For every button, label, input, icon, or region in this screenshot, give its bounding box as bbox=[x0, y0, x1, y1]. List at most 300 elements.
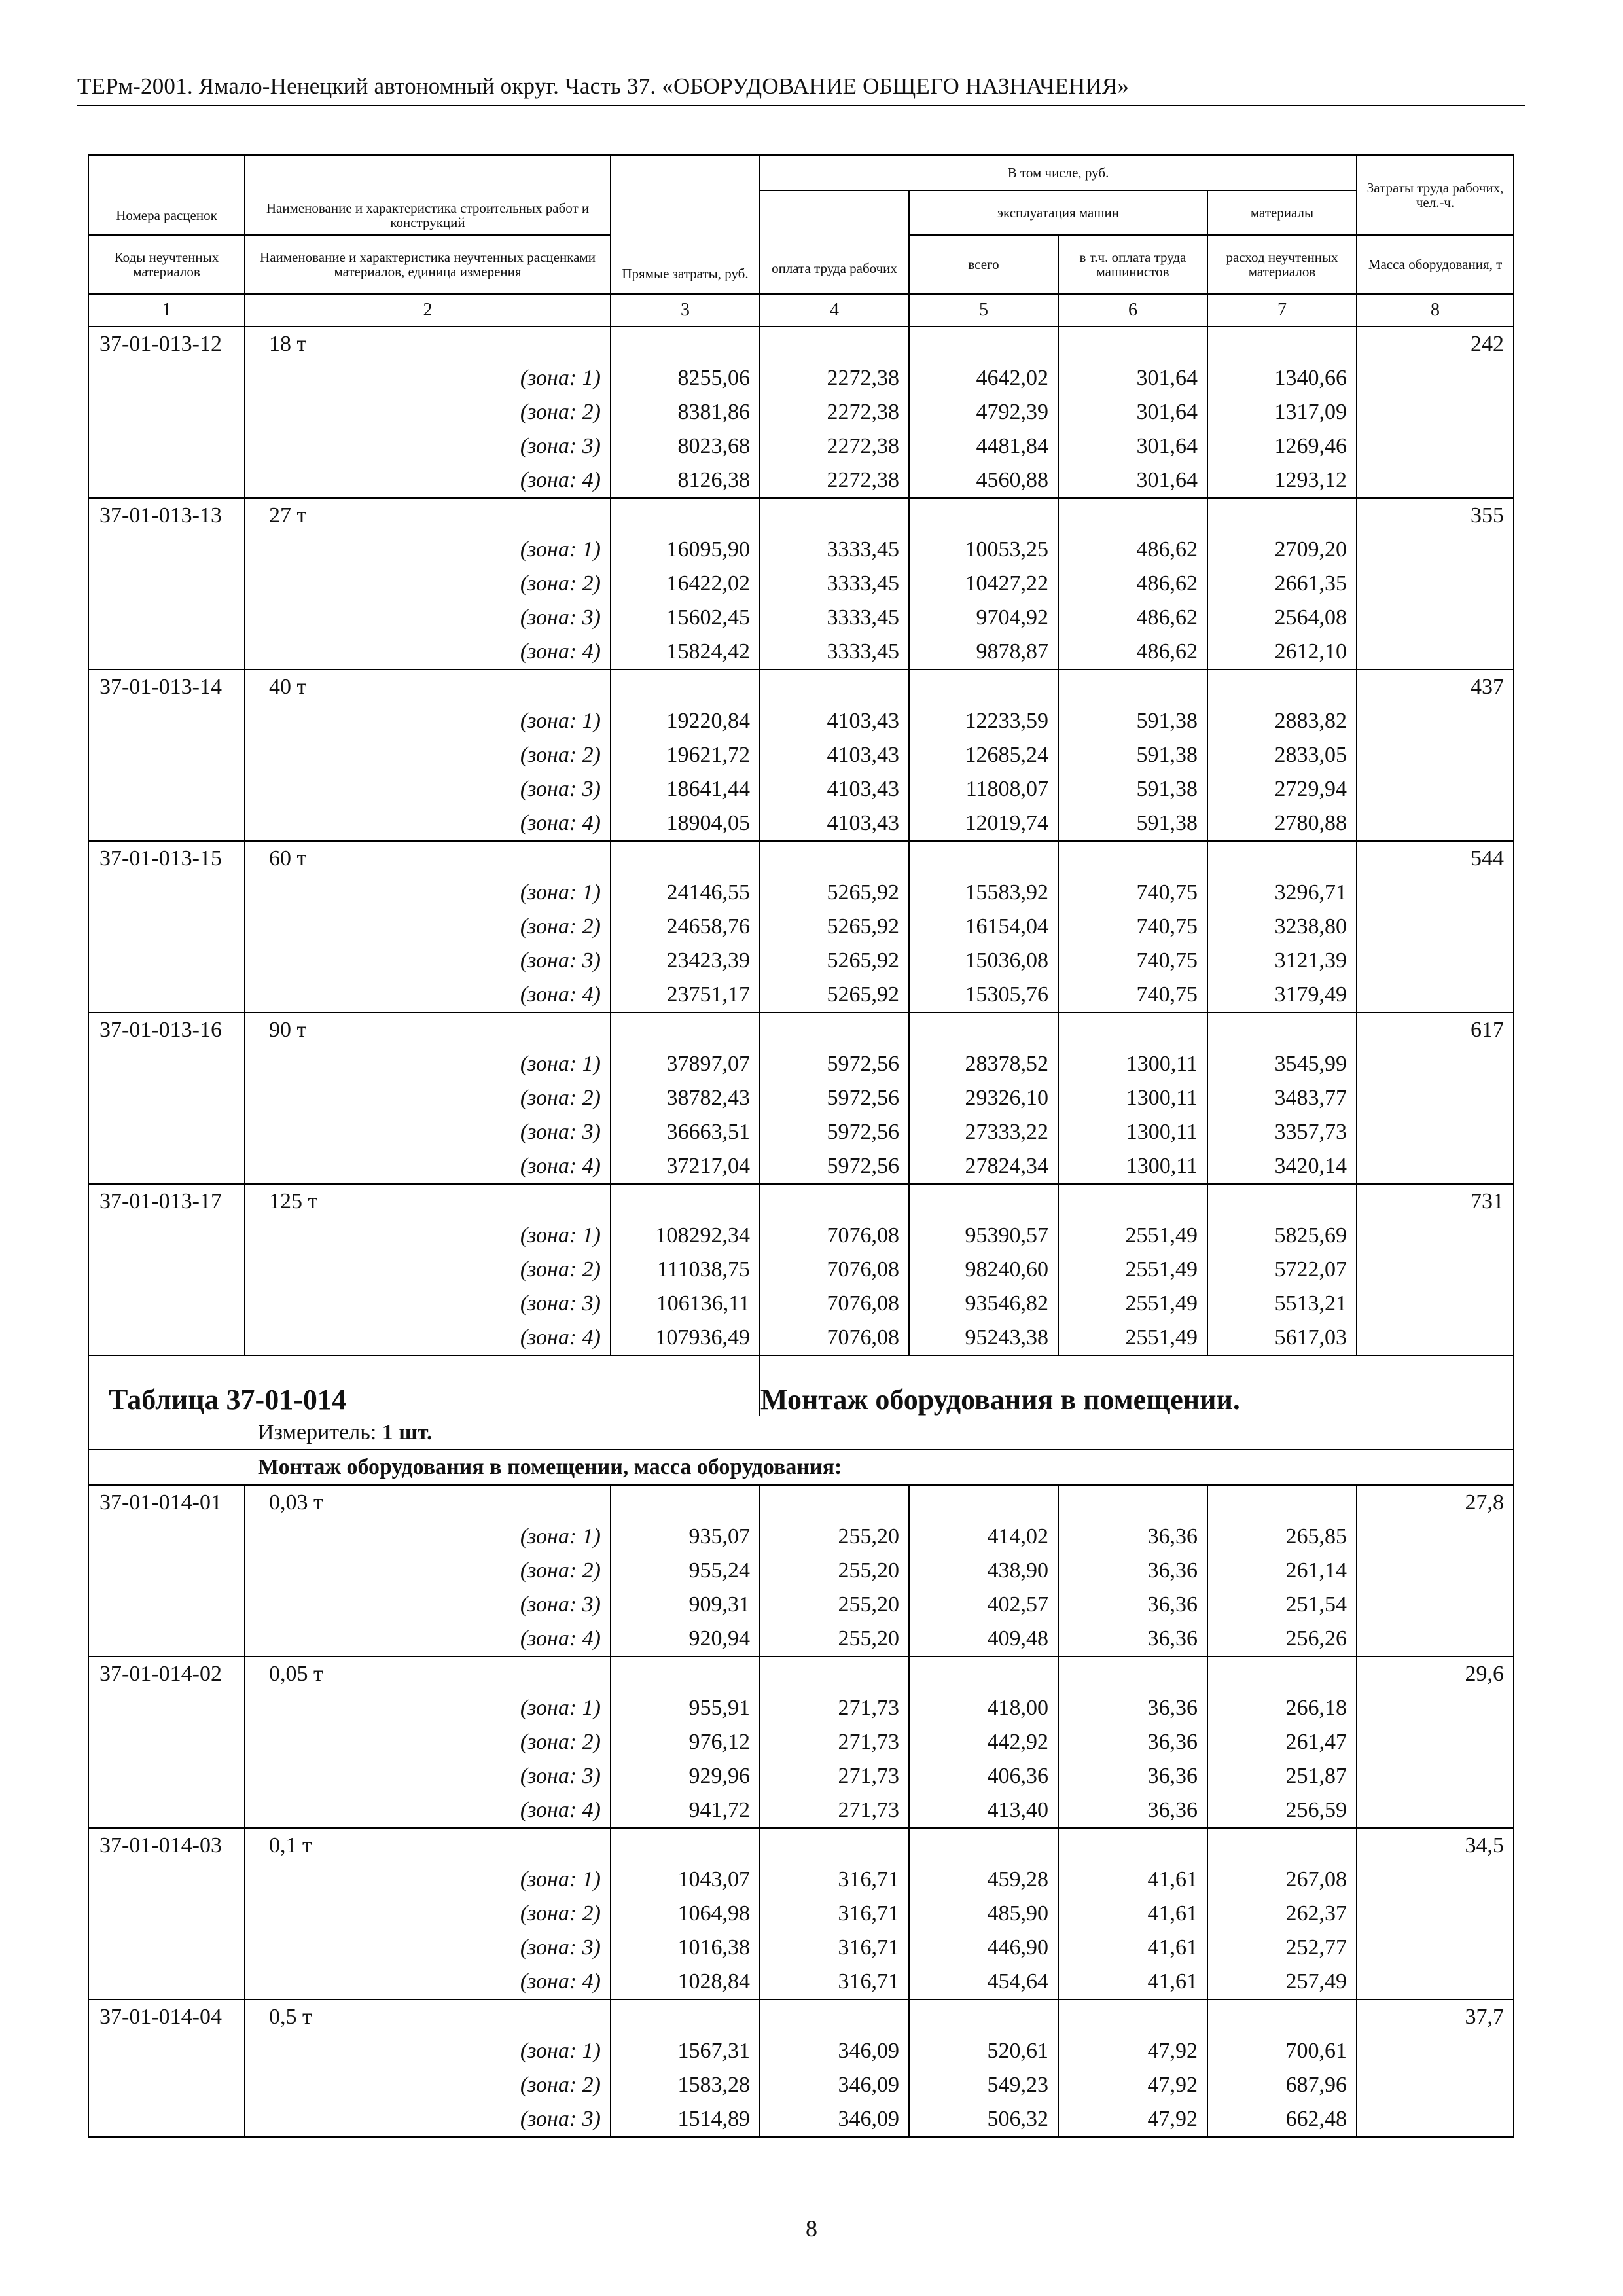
machinists-wages: 301,64 bbox=[1058, 429, 1207, 463]
direct-costs: 955,24 bbox=[611, 1554, 760, 1588]
page-number: 8 bbox=[806, 2215, 817, 2242]
zone-row bbox=[88, 601, 1514, 635]
empty-cell bbox=[88, 1321, 245, 1355]
empty-cell bbox=[760, 1485, 909, 1520]
machinists-wages: 36,36 bbox=[1058, 1759, 1207, 1793]
machines-total: 4481,84 bbox=[909, 429, 1058, 463]
machinists-wages: 740,75 bbox=[1058, 944, 1207, 978]
machinists-wages: 47,92 bbox=[1058, 2102, 1207, 2137]
machinists-wages: 41,61 bbox=[1058, 1965, 1207, 2000]
zone-row bbox=[88, 1863, 1514, 1897]
materials-costs: 252,77 bbox=[1207, 1931, 1357, 1965]
table-description-row bbox=[88, 1450, 1514, 1485]
rate-code: 37-01-013-12 bbox=[88, 327, 245, 361]
zone-row bbox=[88, 1554, 1514, 1588]
header-unaccounted-materials: расход неучтенных материалов bbox=[1207, 235, 1357, 294]
zone-row bbox=[88, 1691, 1514, 1725]
header-rate-number: Номера расценок bbox=[88, 155, 245, 235]
direct-costs: 108292,34 bbox=[611, 1219, 760, 1253]
rate-name: 125 т bbox=[245, 1184, 611, 1219]
machines-total: 12233,59 bbox=[909, 704, 1058, 738]
machinists-wages: 486,62 bbox=[1058, 635, 1207, 670]
machines-total: 15036,08 bbox=[909, 944, 1058, 978]
direct-costs: 106136,11 bbox=[611, 1287, 760, 1321]
zone-label: (зона: 2) bbox=[245, 567, 611, 601]
zone-row bbox=[88, 2068, 1514, 2102]
worker-wages: 5972,56 bbox=[760, 1047, 909, 1081]
empty-cell bbox=[88, 978, 245, 1013]
empty-cell bbox=[1357, 1965, 1514, 2000]
machinists-wages: 36,36 bbox=[1058, 1554, 1207, 1588]
labor-costs: 37,7 bbox=[1357, 2000, 1514, 2034]
empty-cell bbox=[1207, 1657, 1357, 1691]
labor-costs: 27,8 bbox=[1357, 1485, 1514, 1520]
zone-label: (зона: 1) bbox=[245, 704, 611, 738]
worker-wages: 316,71 bbox=[760, 1965, 909, 2000]
worker-wages: 7076,08 bbox=[760, 1287, 909, 1321]
materials-costs: 3121,39 bbox=[1207, 944, 1357, 978]
machinists-wages: 486,62 bbox=[1058, 533, 1207, 567]
worker-wages: 2272,38 bbox=[760, 361, 909, 395]
zone-row bbox=[88, 635, 1514, 670]
zone-label: (зона: 4) bbox=[245, 978, 611, 1013]
empty-cell bbox=[1357, 1897, 1514, 1931]
machines-total: 454,64 bbox=[909, 1965, 1058, 2000]
machinists-wages: 1300,11 bbox=[1058, 1081, 1207, 1115]
materials-costs: 1340,66 bbox=[1207, 361, 1357, 395]
column-number: 4 bbox=[760, 294, 909, 327]
empty-cell bbox=[88, 1863, 245, 1897]
header-machine-operation: эксплуатация машин bbox=[909, 190, 1207, 235]
direct-costs: 1583,28 bbox=[611, 2068, 760, 2102]
rate-name: 27 т bbox=[245, 498, 611, 533]
zone-label: (зона: 2) bbox=[245, 395, 611, 429]
empty-cell bbox=[909, 1828, 1058, 1863]
materials-costs: 256,59 bbox=[1207, 1793, 1357, 1828]
rate-name: 0,5 т bbox=[245, 2000, 611, 2034]
empty-cell bbox=[88, 1725, 245, 1759]
empty-cell bbox=[88, 2102, 245, 2137]
machines-total: 10427,22 bbox=[909, 567, 1058, 601]
worker-wages: 4103,43 bbox=[760, 704, 909, 738]
zone-label: (зона: 3) bbox=[245, 1759, 611, 1793]
zone-label: (зона: 2) bbox=[245, 1554, 611, 1588]
machinists-wages: 486,62 bbox=[1058, 567, 1207, 601]
worker-wages: 5265,92 bbox=[760, 876, 909, 910]
rate-row bbox=[88, 498, 1514, 533]
zone-row bbox=[88, 1287, 1514, 1321]
machines-total: 27333,22 bbox=[909, 1115, 1058, 1149]
machinists-wages: 36,36 bbox=[1058, 1588, 1207, 1622]
empty-cell bbox=[1058, 1485, 1207, 1520]
labor-costs: 355 bbox=[1357, 498, 1514, 533]
machines-total: 29326,10 bbox=[909, 1081, 1058, 1115]
rate-name: 60 т bbox=[245, 841, 611, 876]
header-material-names: Наименование и характеристика неучтенных расценками материалов, единица измерения bbox=[245, 235, 611, 294]
direct-costs: 8381,86 bbox=[611, 395, 760, 429]
zone-label: (зона: 3) bbox=[245, 1931, 611, 1965]
rate-row bbox=[88, 841, 1514, 876]
zone-label: (зона: 3) bbox=[245, 1287, 611, 1321]
worker-wages: 346,09 bbox=[760, 2034, 909, 2068]
header-direct-costs: Прямые затраты, руб. bbox=[611, 155, 760, 294]
materials-costs: 251,54 bbox=[1207, 1588, 1357, 1622]
direct-costs: 15602,45 bbox=[611, 601, 760, 635]
empty-cell bbox=[760, 2000, 909, 2034]
empty-cell bbox=[611, 2000, 760, 2034]
header-divider bbox=[77, 105, 1525, 106]
direct-costs: 920,94 bbox=[611, 1622, 760, 1657]
materials-costs: 2709,20 bbox=[1207, 533, 1357, 567]
machinists-wages: 36,36 bbox=[1058, 1793, 1207, 1828]
empty-cell bbox=[1357, 1691, 1514, 1725]
empty-cell bbox=[88, 2068, 245, 2102]
empty-cell bbox=[1357, 1520, 1514, 1554]
zone-row bbox=[88, 910, 1514, 944]
zone-label: (зона: 3) bbox=[245, 601, 611, 635]
rate-code: 37-01-014-04 bbox=[88, 2000, 245, 2034]
worker-wages: 5972,56 bbox=[760, 1149, 909, 1184]
zone-row bbox=[88, 1520, 1514, 1554]
zone-row bbox=[88, 1588, 1514, 1622]
header-including: В том числе, руб. bbox=[760, 155, 1357, 190]
empty-cell bbox=[88, 1253, 245, 1287]
empty-cell bbox=[1207, 2000, 1357, 2034]
empty-cell bbox=[88, 1219, 245, 1253]
machinists-wages: 591,38 bbox=[1058, 772, 1207, 806]
machines-total: 4642,02 bbox=[909, 361, 1058, 395]
direct-costs: 935,07 bbox=[611, 1520, 760, 1554]
zone-label: (зона: 2) bbox=[245, 2068, 611, 2102]
materials-costs: 3238,80 bbox=[1207, 910, 1357, 944]
empty-cell bbox=[1207, 670, 1357, 704]
rate-code: 37-01-013-17 bbox=[88, 1184, 245, 1219]
worker-wages: 255,20 bbox=[760, 1622, 909, 1657]
machinists-wages: 301,64 bbox=[1058, 395, 1207, 429]
rate-row bbox=[88, 1657, 1514, 1691]
empty-cell bbox=[88, 1287, 245, 1321]
materials-costs: 3357,73 bbox=[1207, 1115, 1357, 1149]
zone-label: (зона: 1) bbox=[245, 876, 611, 910]
materials-costs: 1293,12 bbox=[1207, 463, 1357, 498]
machines-total: 27824,34 bbox=[909, 1149, 1058, 1184]
materials-costs: 3483,77 bbox=[1207, 1081, 1357, 1115]
machinists-wages: 740,75 bbox=[1058, 876, 1207, 910]
zone-row bbox=[88, 2102, 1514, 2137]
empty-cell bbox=[1357, 2102, 1514, 2137]
empty-cell bbox=[88, 361, 245, 395]
zone-row bbox=[88, 395, 1514, 429]
worker-wages: 4103,43 bbox=[760, 738, 909, 772]
zone-row bbox=[88, 772, 1514, 806]
worker-wages: 346,09 bbox=[760, 2068, 909, 2102]
machines-total: 485,90 bbox=[909, 1897, 1058, 1931]
header-machines-total: всего bbox=[909, 235, 1058, 294]
rate-row bbox=[88, 670, 1514, 704]
machinists-wages: 2551,49 bbox=[1058, 1321, 1207, 1355]
empty-cell bbox=[1357, 876, 1514, 910]
empty-cell bbox=[760, 1828, 909, 1863]
materials-costs: 3420,14 bbox=[1207, 1149, 1357, 1184]
materials-costs: 2780,88 bbox=[1207, 806, 1357, 841]
empty-cell bbox=[1357, 1622, 1514, 1657]
empty-cell bbox=[611, 841, 760, 876]
machines-total: 418,00 bbox=[909, 1691, 1058, 1725]
empty-cell bbox=[1357, 1081, 1514, 1115]
zone-row bbox=[88, 1047, 1514, 1081]
worker-wages: 3333,45 bbox=[760, 533, 909, 567]
rate-code: 37-01-013-14 bbox=[88, 670, 245, 704]
worker-wages: 316,71 bbox=[760, 1931, 909, 1965]
labor-costs: 544 bbox=[1357, 841, 1514, 876]
worker-wages: 7076,08 bbox=[760, 1219, 909, 1253]
direct-costs: 19621,72 bbox=[611, 738, 760, 772]
page-header-title: ТЕРм-2001. Ямало-Ненецкий автономный округ. Часть 37. «ОБОРУДОВАНИЕ ОБЩЕГО НАЗНАЧЕНИЯ» bbox=[77, 73, 1130, 99]
worker-wages: 271,73 bbox=[760, 1725, 909, 1759]
empty-cell bbox=[909, 670, 1058, 704]
materials-costs: 2833,05 bbox=[1207, 738, 1357, 772]
direct-costs: 1064,98 bbox=[611, 1897, 760, 1931]
empty-cell bbox=[1357, 1725, 1514, 1759]
empty-cell bbox=[1357, 944, 1514, 978]
empty-cell bbox=[1058, 841, 1207, 876]
empty-cell bbox=[1357, 1115, 1514, 1149]
zone-label: (зона: 3) bbox=[245, 429, 611, 463]
materials-costs: 662,48 bbox=[1207, 2102, 1357, 2137]
empty-cell bbox=[88, 1793, 245, 1828]
empty-cell bbox=[1357, 1793, 1514, 1828]
worker-wages: 3333,45 bbox=[760, 567, 909, 601]
worker-wages: 7076,08 bbox=[760, 1253, 909, 1287]
zone-row bbox=[88, 1622, 1514, 1657]
labor-costs: 242 bbox=[1357, 327, 1514, 361]
machinists-wages: 1300,11 bbox=[1058, 1115, 1207, 1149]
column-numbers-row bbox=[88, 294, 1514, 327]
rate-code: 37-01-014-02 bbox=[88, 1657, 245, 1691]
direct-costs: 8023,68 bbox=[611, 429, 760, 463]
worker-wages: 255,20 bbox=[760, 1520, 909, 1554]
empty-cell bbox=[88, 1047, 245, 1081]
rate-code: 37-01-013-16 bbox=[88, 1013, 245, 1047]
zone-row bbox=[88, 2034, 1514, 2068]
zone-row bbox=[88, 944, 1514, 978]
empty-cell bbox=[760, 841, 909, 876]
materials-costs: 5825,69 bbox=[1207, 1219, 1357, 1253]
machines-total: 16154,04 bbox=[909, 910, 1058, 944]
empty-cell bbox=[1357, 1759, 1514, 1793]
labor-costs: 617 bbox=[1357, 1013, 1514, 1047]
direct-costs: 909,31 bbox=[611, 1588, 760, 1622]
table-title: Монтаж оборудования в помещении. bbox=[760, 1355, 1514, 1416]
worker-wages: 4103,43 bbox=[760, 772, 909, 806]
direct-costs: 18904,05 bbox=[611, 806, 760, 841]
direct-costs: 1567,31 bbox=[611, 2034, 760, 2068]
machinists-wages: 47,92 bbox=[1058, 2034, 1207, 2068]
labor-costs: 34,5 bbox=[1357, 1828, 1514, 1863]
worker-wages: 2272,38 bbox=[760, 395, 909, 429]
empty-cell bbox=[88, 1759, 245, 1793]
empty-cell bbox=[909, 1013, 1058, 1047]
direct-costs: 36663,51 bbox=[611, 1115, 760, 1149]
materials-costs: 256,26 bbox=[1207, 1622, 1357, 1657]
empty-cell bbox=[909, 1184, 1058, 1219]
empty-cell bbox=[1357, 395, 1514, 429]
empty-cell bbox=[88, 1931, 245, 1965]
empty-cell bbox=[88, 463, 245, 498]
empty-cell bbox=[611, 1184, 760, 1219]
worker-wages: 3333,45 bbox=[760, 635, 909, 670]
materials-costs: 257,49 bbox=[1207, 1965, 1357, 2000]
rate-code: 37-01-013-13 bbox=[88, 498, 245, 533]
machines-total: 459,28 bbox=[909, 1863, 1058, 1897]
zone-label: (зона: 3) bbox=[245, 944, 611, 978]
empty-cell bbox=[611, 1828, 760, 1863]
labor-costs: 731 bbox=[1357, 1184, 1514, 1219]
zone-row bbox=[88, 1725, 1514, 1759]
table-measure-row bbox=[88, 1416, 1514, 1450]
zone-label: (зона: 4) bbox=[245, 463, 611, 498]
header-material-codes: Коды неучтенных материалов bbox=[88, 235, 245, 294]
empty-cell bbox=[1357, 463, 1514, 498]
rate-name: 18 т bbox=[245, 327, 611, 361]
zone-label: (зона: 1) bbox=[245, 1520, 611, 1554]
machines-total: 406,36 bbox=[909, 1759, 1058, 1793]
machines-total: 95243,38 bbox=[909, 1321, 1058, 1355]
empty-cell bbox=[1357, 2034, 1514, 2068]
empty-cell bbox=[1357, 1931, 1514, 1965]
machinists-wages: 2551,49 bbox=[1058, 1287, 1207, 1321]
machines-total: 438,90 bbox=[909, 1554, 1058, 1588]
empty-cell bbox=[88, 395, 245, 429]
materials-costs: 687,96 bbox=[1207, 2068, 1357, 2102]
zone-row bbox=[88, 978, 1514, 1013]
empty-cell bbox=[1357, 910, 1514, 944]
zone-row bbox=[88, 1219, 1514, 1253]
zone-label: (зона: 2) bbox=[245, 738, 611, 772]
empty-cell bbox=[1357, 978, 1514, 1013]
direct-costs: 941,72 bbox=[611, 1793, 760, 1828]
materials-costs: 2564,08 bbox=[1207, 601, 1357, 635]
empty-cell bbox=[1357, 1253, 1514, 1287]
zone-label: (зона: 1) bbox=[245, 533, 611, 567]
column-number: 5 bbox=[909, 294, 1058, 327]
empty-cell bbox=[88, 1897, 245, 1931]
column-number: 1 bbox=[88, 294, 245, 327]
rate-name: 0,03 т bbox=[245, 1485, 611, 1520]
rates-table bbox=[88, 154, 1514, 2138]
rate-name: 0,05 т bbox=[245, 1657, 611, 1691]
machines-total: 12685,24 bbox=[909, 738, 1058, 772]
rate-code: 37-01-013-15 bbox=[88, 841, 245, 876]
direct-costs: 23751,17 bbox=[611, 978, 760, 1013]
rate-row bbox=[88, 1485, 1514, 1520]
empty-cell bbox=[1207, 1184, 1357, 1219]
empty-cell bbox=[909, 841, 1058, 876]
zone-row bbox=[88, 1081, 1514, 1115]
zone-label: (зона: 4) bbox=[245, 1965, 611, 2000]
zone-row bbox=[88, 1897, 1514, 1931]
worker-wages: 316,71 bbox=[760, 1863, 909, 1897]
empty-cell bbox=[88, 1115, 245, 1149]
direct-costs: 955,91 bbox=[611, 1691, 760, 1725]
direct-costs: 1043,07 bbox=[611, 1863, 760, 1897]
materials-costs: 5722,07 bbox=[1207, 1253, 1357, 1287]
direct-costs: 15824,42 bbox=[611, 635, 760, 670]
empty-cell bbox=[909, 2000, 1058, 2034]
empty-cell bbox=[909, 327, 1058, 361]
materials-costs: 266,18 bbox=[1207, 1691, 1357, 1725]
materials-costs: 5617,03 bbox=[1207, 1321, 1357, 1355]
worker-wages: 271,73 bbox=[760, 1759, 909, 1793]
table-label: Таблица 37-01-014 bbox=[88, 1355, 760, 1416]
empty-cell bbox=[88, 704, 245, 738]
rate-name: 0,1 т bbox=[245, 1828, 611, 1863]
empty-cell bbox=[88, 429, 245, 463]
empty-cell bbox=[1357, 738, 1514, 772]
measure-prefix: Измеритель: bbox=[258, 1420, 377, 1444]
machinists-wages: 1300,11 bbox=[1058, 1149, 1207, 1184]
machines-total: 98240,60 bbox=[909, 1253, 1058, 1287]
empty-cell bbox=[1058, 1657, 1207, 1691]
direct-costs: 976,12 bbox=[611, 1725, 760, 1759]
empty-cell bbox=[88, 1622, 245, 1657]
materials-costs: 3545,99 bbox=[1207, 1047, 1357, 1081]
empty-cell bbox=[88, 876, 245, 910]
machines-total: 4560,88 bbox=[909, 463, 1058, 498]
worker-wages: 2272,38 bbox=[760, 429, 909, 463]
machines-total: 15583,92 bbox=[909, 876, 1058, 910]
empty-cell bbox=[909, 1485, 1058, 1520]
empty-cell bbox=[1207, 1013, 1357, 1047]
direct-costs: 111038,75 bbox=[611, 1253, 760, 1287]
zone-label: (зона: 4) bbox=[245, 1321, 611, 1355]
zone-label: (зона: 2) bbox=[245, 1897, 611, 1931]
materials-costs: 262,37 bbox=[1207, 1897, 1357, 1931]
labor-costs: 437 bbox=[1357, 670, 1514, 704]
empty-cell bbox=[1058, 327, 1207, 361]
worker-wages: 5265,92 bbox=[760, 944, 909, 978]
zone-label: (зона: 4) bbox=[245, 635, 611, 670]
direct-costs: 16095,90 bbox=[611, 533, 760, 567]
header-materials: материалы bbox=[1207, 190, 1357, 235]
machines-total: 12019,74 bbox=[909, 806, 1058, 841]
empty-cell bbox=[88, 1149, 245, 1184]
header-labor-costs: Затраты труда рабочих, чел.-ч. bbox=[1357, 155, 1514, 235]
empty-cell bbox=[611, 670, 760, 704]
machinists-wages: 740,75 bbox=[1058, 978, 1207, 1013]
empty-cell bbox=[88, 1520, 245, 1554]
empty-cell bbox=[1357, 806, 1514, 841]
zone-row bbox=[88, 1253, 1514, 1287]
zone-row bbox=[88, 361, 1514, 395]
empty-cell bbox=[1357, 429, 1514, 463]
machines-total: 4792,39 bbox=[909, 395, 1058, 429]
direct-costs: 18641,44 bbox=[611, 772, 760, 806]
machinists-wages: 41,61 bbox=[1058, 1863, 1207, 1897]
machinists-wages: 591,38 bbox=[1058, 704, 1207, 738]
direct-costs: 929,96 bbox=[611, 1759, 760, 1793]
materials-costs: 251,87 bbox=[1207, 1759, 1357, 1793]
empty-cell bbox=[1058, 498, 1207, 533]
zone-row bbox=[88, 806, 1514, 841]
worker-wages: 5265,92 bbox=[760, 978, 909, 1013]
zone-label: (зона: 4) bbox=[245, 1622, 611, 1657]
worker-wages: 4103,43 bbox=[760, 806, 909, 841]
zone-label: (зона: 4) bbox=[245, 1149, 611, 1184]
empty-cell bbox=[1357, 772, 1514, 806]
zone-row bbox=[88, 704, 1514, 738]
empty-cell bbox=[760, 1013, 909, 1047]
